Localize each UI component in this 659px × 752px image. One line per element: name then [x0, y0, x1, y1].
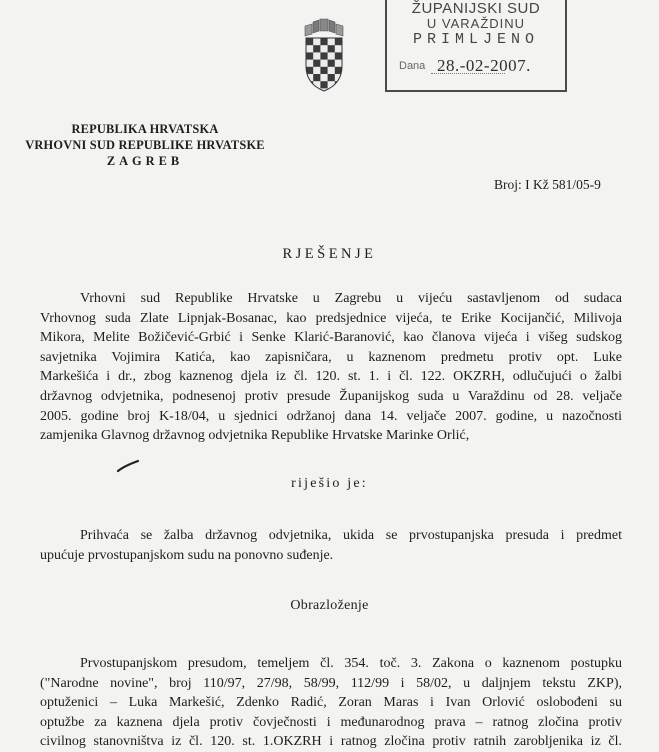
- ruling-line: upućuje prvostupanjskom sudu na ponovno suđenje.: [40, 547, 334, 563]
- intro-paragraph: [40, 289, 622, 446]
- case-number: Broj: I Kž 581/05-9: [494, 177, 601, 192]
- ruling-line: Prihvaća se žalba državnog odvjetnika, ukida se prvostupanjska presuda i predmet: [80, 528, 622, 543]
- header-court: VRHOVNI SUD REPUBLIKE HRVATSKE: [25, 138, 265, 152]
- intro-line: državnog odvjetnika, podnesenoj protiv presude Županijskog suda u Varaždinu od 28. veljače: [40, 388, 622, 404]
- reasoning-line: optužbe za kaznena djela protiv čovječnosti i međunarodnog prava – ratnog zločina protiv: [40, 714, 622, 730]
- stamp-court-line2: U VARAŽDINU: [426, 16, 526, 31]
- reasoning-line: Prvostupanjskom presudom, temeljem čl. 354. toč. 3. Zakona o kaznenom postupku: [80, 656, 622, 671]
- reasoning-line: optuženici – Luka Markešić, Zdenko Radić, Zoran Maras i Ivan Orlović oslobođeni su: [40, 695, 622, 711]
- reasoning-line: ("Narodne novine", broj 110/97, 27/98, 58/99, 112/99 i 58/02, u daljnjem tekstu ZKP),: [40, 675, 622, 691]
- stamp-date-label: Dana: [399, 60, 426, 72]
- court-header: [14, 121, 276, 169]
- intro-line: Markešića i dr., zbog kaznenog djela iz čl. 120. st. 1. i čl. 122. OKZRH, odlučujući o žalbi: [40, 369, 622, 385]
- handwritten-tick-mark: [116, 459, 140, 473]
- stamp-court-line1: ŽUPANIJSKI SUD: [411, 0, 541, 17]
- intro-line: Vrhovnog suda Zlate Lipnjak-Bosanac, kao predsjednice vijeća, te Erike Kocijančić, Milivoja: [40, 310, 622, 326]
- document-title: RJEŠENJE: [282, 246, 377, 262]
- coat-of-arms-icon: [302, 16, 346, 92]
- intro-line: 2005. godine broj K-18/04, u sjednici održanoj dana 14. veljače 2007. godine, u nazočnosti: [40, 408, 622, 424]
- stamp-date-value: 28.-02-2007.: [437, 56, 531, 75]
- reasoning-line: civilnog stanovništva iz čl. 120. st. 1.OKZRH i ratnog zločina protiv ratnih zarobljenika iz čl.: [40, 734, 622, 750]
- stamp-date-dotted-line: [431, 73, 505, 74]
- header-city: ZAGREB: [106, 154, 184, 168]
- header-country: REPUBLIKA HRVATSKA: [71, 122, 219, 136]
- received-stamp: [385, 0, 567, 92]
- intro-line: Mikora, Melite Božičević-Grbić i Senke Klarić-Baranović, kao članova vijeća i višeg sudskog: [40, 330, 622, 346]
- intro-line: zamjenika Glavnog državnog odvjetnika Republike Hrvatske Marinke Orlić,: [40, 428, 470, 444]
- intro-line: Vrhovni sud Republike Hrvatske u Zagrebu u vijeću sastavljenom od sudaca: [80, 291, 622, 306]
- reasoning-paragraph: [40, 654, 622, 752]
- stamp-status: PRIMLJENO: [412, 31, 539, 48]
- decided-heading: riješio je:: [291, 476, 368, 491]
- reasoning-heading: Obrazloženje: [290, 598, 369, 613]
- ruling-paragraph: [40, 526, 622, 565]
- intro-line: savjetnika Vojimira Katića, kao zapisničara, u kaznenom predmetu protiv opt. Luke: [40, 349, 622, 365]
